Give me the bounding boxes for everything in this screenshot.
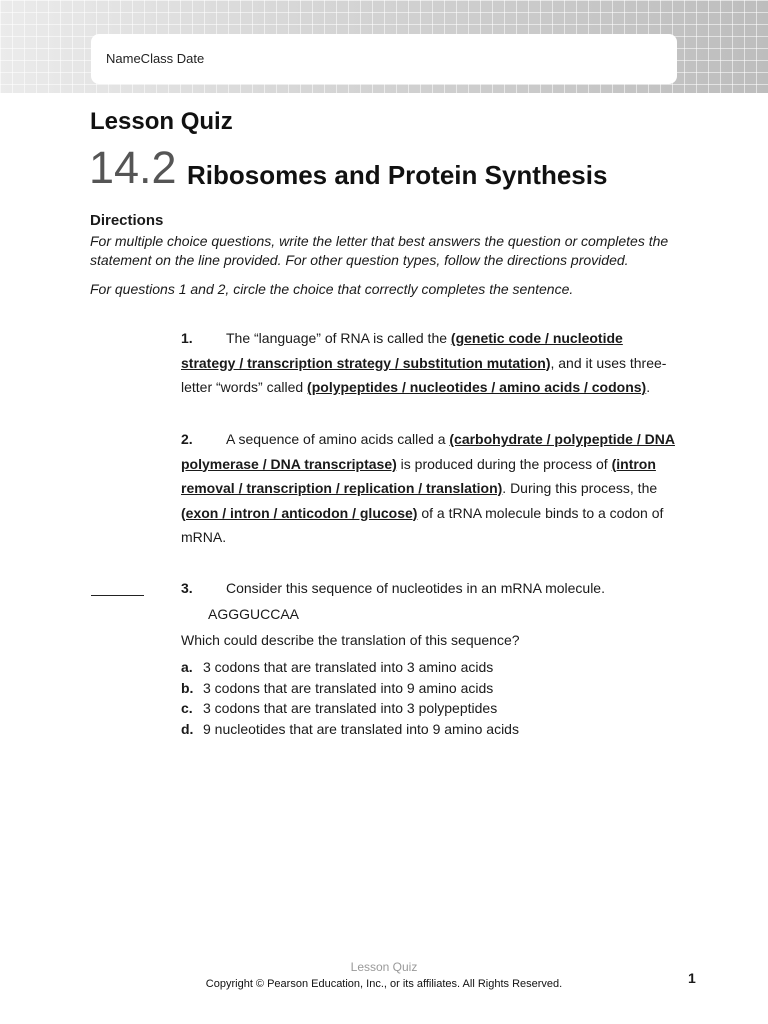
option-b (181, 678, 519, 699)
page-number: 1 (688, 970, 696, 986)
footer-label: Lesson Quiz (350, 960, 418, 974)
question-2-text-part3: . During this process, the (502, 480, 658, 496)
directions-text: For multiple choice questions, write the letter that best answers the question or completes the statement on the line provided. For other question types, follow the directions provided. (90, 233, 669, 268)
name-class-date-label: NameClass Date (106, 51, 205, 66)
question-1-text-part2: , and it uses three-letter “words” called (181, 354, 667, 395)
question-1-text-part1: The “language” of RNA is called the (226, 330, 451, 346)
option-letter: a. (181, 659, 193, 675)
option-text: 3 codons that are translated into 9 amino acids (203, 679, 494, 696)
question-2-number: 2. (181, 431, 193, 447)
lesson-name: Ribosomes and Protein Synthesis (187, 160, 608, 190)
option-letter: b. (181, 679, 194, 696)
question-1-choice-set-1[interactable]: (genetic code / nucleotide strategy / transcription strategy / substitution mutation) (181, 330, 623, 371)
name-class-date-box (91, 34, 677, 84)
question-1-number: 1. (181, 330, 193, 346)
option-d (181, 719, 519, 740)
question-2-choice-set-3[interactable]: (exon / intron / anticodon / glucose) (181, 504, 418, 521)
question-3-text: Consider this sequence of nucleotides in an mRNA molecule. (226, 580, 605, 596)
lesson-quiz-title: Lesson Quiz (90, 108, 233, 135)
question-2-choice-set-1[interactable]: (carbohydrate / polypeptide / DNA polymerase / DNA transcriptase) (181, 431, 675, 472)
option-letter: c. (181, 700, 193, 716)
question-1-choice-set-2[interactable]: (polypeptides / nucleotides / amino acids / codons) (307, 379, 647, 395)
question-1-text-part3: . (646, 379, 651, 395)
question-3 (181, 580, 605, 596)
question-3-prompt: Which could describe the translation of this sequence? (181, 632, 520, 648)
question-2-text-part4: of a tRNA molecule binds to a codon of mRNA. (181, 504, 664, 545)
question-1 (181, 326, 681, 400)
nucleotide-sequence: AGGGUCCAA (208, 606, 300, 622)
option-a (181, 657, 519, 678)
question-2-text-part1: A sequence of amino acids called a (226, 431, 450, 447)
copyright-notice: Copyright © Pearson Education, Inc., or its affiliates. All Rights Reserved. (205, 978, 563, 990)
question-3-number: 3. (181, 580, 193, 596)
option-letter: d. (181, 720, 194, 737)
option-text: 3 codons that are translated into 3 amino acids (203, 659, 494, 675)
option-c (181, 698, 519, 719)
question-2-choice-set-2[interactable]: (intron removal / transcription / replication / translation) (181, 455, 656, 496)
directions-heading: Directions (90, 212, 164, 229)
instruction-text: For questions 1 and 2, circle the choice that correctly completes the sentence. (90, 281, 574, 297)
answer-blank-line[interactable] (91, 595, 144, 596)
lesson-number: 14.2 (89, 142, 177, 193)
question-2 (181, 427, 681, 550)
answer-options (181, 657, 519, 739)
option-text: 3 codons that are translated into 3 polypeptides (203, 700, 498, 716)
question-2-text-part2: is produced during the process of (396, 455, 612, 472)
option-text: 9 nucleotides that are translated into 9 amino acids (203, 720, 519, 737)
